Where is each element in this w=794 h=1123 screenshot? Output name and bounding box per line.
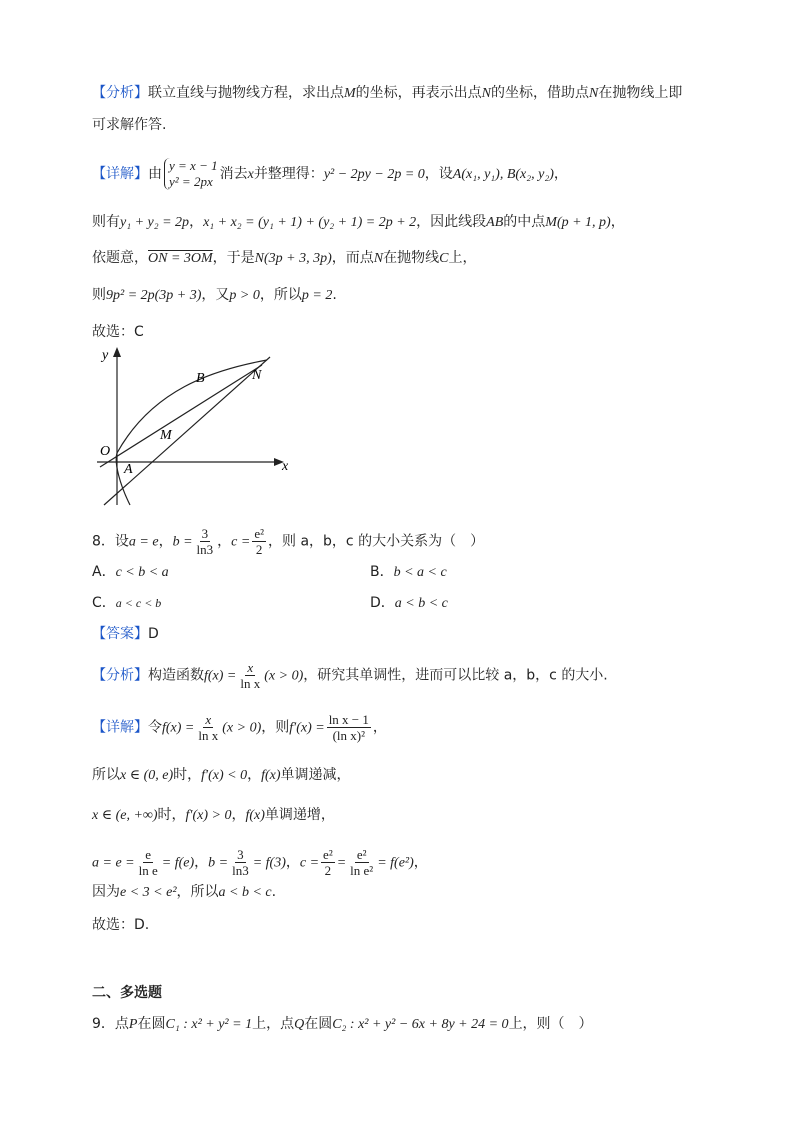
- detail-paragraph-8: a = e = $\frac{e}{\text{ln e}}$ = f(e)，b = $\frac{3}{\ln 3}$ = f(3)，c = $\frac{\text{e²}}{2}$ = $\frac{\text{e²}}{\text{ln e²}}$ = f(e²)，: [92, 847, 428, 878]
- detail-paragraph-9: 因为e < 3 < e²，所以a < b < c.: [92, 884, 277, 900]
- analysis-paragraph-1: 【分析】联立直线与抛物线方程，求出点M的坐标，再表示出点N的坐标，借助点N在抛物线上即: [92, 85, 683, 101]
- vector-equation: ON = 3OM: [148, 251, 213, 266]
- option-b[interactable]: B．b < a < c: [370, 564, 447, 580]
- detail-paragraph-7: x ∈ (e, +∞)时，f′(x) > 0，f(x)单调递增，: [92, 807, 335, 823]
- parabola-curve: [116, 360, 267, 505]
- label-M: M: [160, 428, 172, 443]
- answer-tag: 【答案】: [92, 626, 148, 642]
- fraction: $\frac{\text{e²}}{2}$: [323, 847, 333, 878]
- choice-result-2: 故选：D.: [92, 917, 150, 933]
- detail-paragraph-2: 则有y₁ + y₂ = 2p，x₁ + x₂ = (y₁ + 1) + (y₂ + 1) = 2p + 2，因此线段AB的中点M(p + 1, p)，: [92, 214, 625, 230]
- line-l: [104, 357, 270, 505]
- option-a[interactable]: A．c < b < a: [92, 564, 169, 580]
- analysis-paragraph-2: 【分析】构造函数f(x) = $\frac{x}{\text{ln x}}$ (x > 0)，研究其单调性，进而可以比较 a，b，c 的大小.: [92, 660, 608, 691]
- detail-paragraph-5: 【详解】令f(x) = $\frac{x}{\text{ln x}}$ (x > 0)，则f′(x) = $\frac{\text{ln x − 1}}{\text{(ln x)²}}$ ，: [92, 712, 387, 743]
- fraction: $\frac{x}{\text{ln x}}$: [198, 712, 219, 743]
- analysis-tag: 【分析】: [92, 667, 148, 684]
- question-8: 8．设a = e，b = $\frac{3}{\ln 3}$ ，c = $\frac{\text{e²}}{2}$ ，则 a，b，c 的大小关系为（ ）: [92, 526, 485, 557]
- label-x: x: [282, 459, 289, 474]
- line-om: [100, 365, 262, 467]
- answer-line: 【答案】D: [92, 626, 159, 642]
- fraction: $\frac{\text{e²}}{2}$: [254, 526, 265, 557]
- detail-paragraph-4: 则9p² = 2p(3p + 3)，又p > 0，所以p = 2.: [92, 287, 337, 303]
- option-d[interactable]: D．a < b < c: [370, 595, 448, 611]
- fraction: $\frac{3}{\ln 3}$: [232, 847, 249, 878]
- parabola-figure: [92, 345, 302, 515]
- analysis-tag: 【分析】: [92, 85, 148, 101]
- fraction: $\frac{\text{e²}}{\text{ln e²}}$: [350, 847, 374, 878]
- choice-result-1: 故选：C: [92, 324, 144, 340]
- label-y: y: [102, 348, 109, 363]
- label-O: O: [100, 444, 111, 459]
- detail-paragraph-3: 依题意，ON = 3OM，于是N(3p + 3, 3p)，而点N在抛物线C上，: [92, 250, 477, 266]
- fraction: $\frac{\text{ln x − 1}}{\text{(ln x)²}}$: [328, 712, 369, 743]
- detail-paragraph-6: 所以x ∈ (0, e)时，f′(x) < 0，f(x)单调递减，: [92, 767, 351, 783]
- label-A: A: [124, 462, 133, 477]
- fraction: $\frac{x}{\text{ln x}}$: [240, 660, 261, 691]
- detail-tag: 【详解】: [92, 166, 148, 182]
- question-9: 9．点P在圆C₁ : x² + y² = 1上，点Q在圆C₂ : x² + y² − 6x + 8y + 24 = 0上，则（ ）: [92, 1016, 593, 1032]
- fraction: $\frac{3}{\ln 3}$: [196, 526, 214, 557]
- y-axis-arrow-icon: [113, 347, 121, 357]
- analysis-paragraph-1-cont: 可求解作答.: [92, 117, 167, 133]
- detail-tag: 【详解】: [92, 719, 148, 736]
- section-title: 二、多选题: [92, 985, 162, 1001]
- equation-system: y = x − 1 y² = 2px: [164, 158, 218, 190]
- label-B: B: [196, 371, 205, 386]
- option-c[interactable]: C．a < c < b: [92, 595, 162, 611]
- fraction: $\frac{e}{\text{ln e}}$: [138, 847, 158, 878]
- detail-paragraph-1: 【详解】由 y = x − 1 y² = 2px 消去x并整理得：y² − 2py − 2p = 0，设A(x₁, y₁), B(x₂, y₂)，: [92, 158, 568, 189]
- label-N: N: [252, 368, 262, 383]
